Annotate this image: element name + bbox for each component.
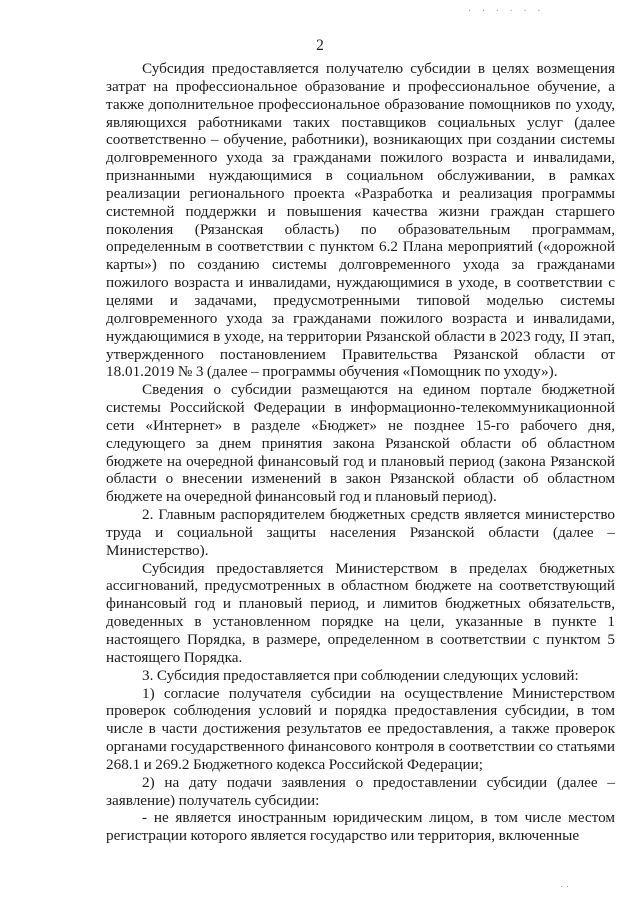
paragraph-subsidy-provision-limits: Субсидия предоставляется Министерством в пределах бюджетных ассигнований, предусмотренных в областном бюджете на соответствующий финансовый год и плановый период, и лимитов бюджетных обязательств, доведенных в установленном порядке на цели, указанные в пункте 1 настоящего Порядка, в размере, определенном в соответствии с пунктом 5 настоящего Порядка. <box>106 559 615 666</box>
paragraph-condition-2: 2) на дату подачи заявления о предоставлении субсидии (далее – заявление) получатель субсидии: <box>106 773 615 809</box>
page-number: 2 <box>316 37 324 54</box>
scan-artifact: · · · · · · <box>468 6 545 17</box>
paragraph-subsidy-info-publication: Сведения о субсидии размещаются на едином портале бюджетной системы Российской Федерации в информационно-телекоммуникационной сети «Интернет» в разделе «Бюджет» не позднее 15-го рабочего дня, следующего за днем принятия закона Рязанской области об областном бюджете на очередной финансовый год и плановый период (закона Рязанской области о внесении изменений в закон Рязанской области об областном бюджете на очередной финансовый год и плановый период). <box>106 381 615 506</box>
paragraph-subsidy-purpose: Субсидия предоставляется получателю субсидии в целях возмещения затрат на профессиональное образование и профессиональное обучение, а также дополнительное профессиональное образование помощников по уходу, являющихся работниками таких поставщиков социальных услуг (далее соответственно – обучение, работники), возникающих при создании системы долговременного ухода за гражданами пожилого возраста и инвалидами, признанными нуждающимися в социальном обслуживании, в рамках реализации регионального проекта «Разработка и реализация программы системной поддержки и повышения качества жизни граждан старшего поколения (Рязанская область) по образовательным программам, определенным в соответствии с пунктом 6.2 Плана мероприятий («дорожной карты») по созданию системы долговременного ухода за гражданами пожилого возраста и инвалидами, нуждающимися в уходе, в соответствии с целями и задачами, предусмотренными типовой моделью системы долговременного ухода за гражданами пожилого возраста и инвалидами, нуждающимися в уходе, на территории Рязанской области в 2023 году, II этап, утвержденного постановлением Правительства Рязанской области от 18.01.2019 № 3 (далее – программы обучения «Помощник по уходу»). <box>106 60 615 381</box>
scan-artifact: · · <box>560 882 570 893</box>
paragraph-conditions-heading: 3. Субсидия предоставляется при соблюдении следующих условий: <box>142 666 579 684</box>
paragraph-condition-1: 1) согласие получателя субсидии на осуществление Министерством проверок соблюдения условий и порядка предоставления субсидии, в том числе в части достижения результатов ее предоставления, а также проверок органами государственного финансового контроля в соответствии со статьями 268.1 и 269.2 Бюджетного кодекса Российской Федерации; <box>106 684 615 773</box>
paragraph-condition-2-item: - не является иностранным юридическим лицом, в том числе местом регистрации которого является государство или территория, включенные <box>106 809 615 845</box>
document-body <box>106 60 615 845</box>
paragraph-main-budget-manager: 2. Главным распорядителем бюджетных средств является министерство труда и социальной защиты населения Рязанской области (далее – Министерство). <box>106 506 615 559</box>
